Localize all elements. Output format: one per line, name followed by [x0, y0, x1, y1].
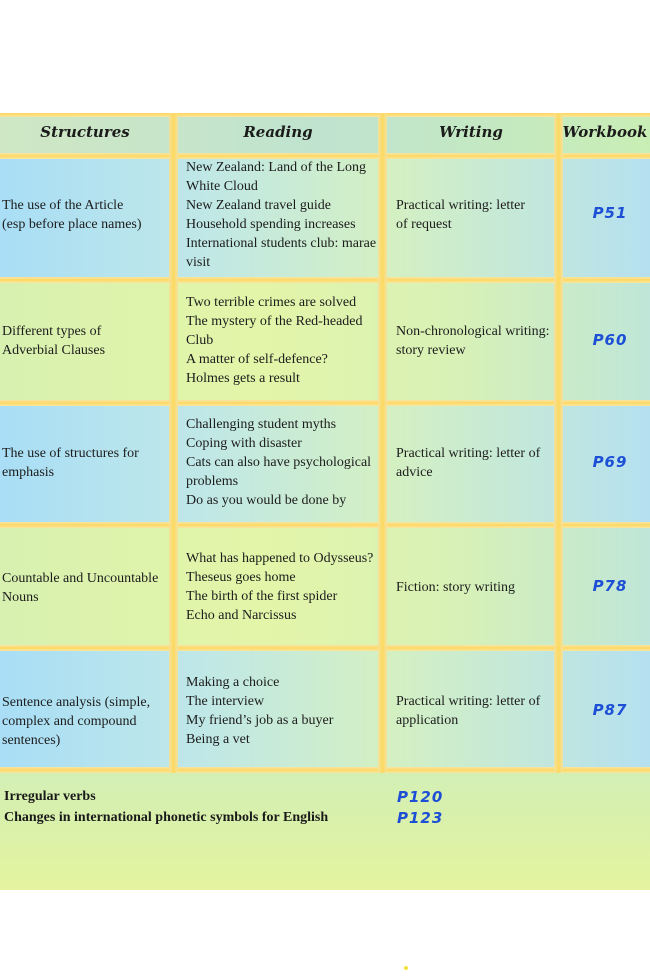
structure-line: Different types of [2, 324, 102, 339]
reading-line: Cats can also have psychological [186, 455, 372, 470]
reading-line: A matter of self-defence? [186, 352, 328, 367]
reading-line: Echo and Narcissus [186, 608, 297, 623]
header-workbook: Workbook [562, 123, 648, 141]
writing-cell [396, 578, 515, 597]
structure-cell [2, 196, 142, 234]
header-reading: Reading [243, 123, 313, 141]
structure-line: Countable and Uncountable [2, 571, 159, 586]
reading-line: Coping with disaster [186, 436, 302, 451]
writing-line: Practical writing: letter [396, 198, 526, 213]
reading-line: New Zealand travel guide [186, 198, 331, 213]
reading-line: Challenging student myths [186, 417, 337, 432]
reading-line: problems [186, 474, 239, 489]
row-separator [0, 645, 650, 651]
writing-line: Non-chronological writing: [396, 324, 550, 339]
reading-cell [186, 673, 333, 749]
reading-line: What has happened to Odysseus? [186, 551, 374, 566]
column-divider [169, 113, 178, 773]
reading-line: Do as you would be done by [186, 493, 347, 508]
reading-line: My friend’s job as a buyer [186, 713, 334, 728]
writing-line: Fiction: story writing [396, 580, 515, 595]
writing-cell [396, 196, 525, 234]
structure-line: emphasis [2, 465, 55, 480]
writing-line: story review [396, 343, 466, 358]
structure-line: Nouns [2, 590, 39, 605]
reading-line: Household spending increases [186, 217, 356, 232]
decorative-dot [404, 966, 408, 970]
structure-line: (esp before place names) [2, 217, 142, 232]
structure-cell [2, 322, 105, 360]
contents-table [0, 113, 650, 890]
writing-line: application [396, 713, 459, 728]
workbook-page: P51 [592, 204, 628, 222]
reading-line: New Zealand: Land of the Long [186, 160, 366, 175]
reading-cell [186, 549, 373, 625]
reading-line: The interview [186, 694, 265, 709]
reading-line: visit [186, 255, 211, 270]
reading-line: Being a vet [186, 732, 250, 747]
workbook-page: P78 [592, 577, 628, 595]
row-separator [0, 400, 650, 406]
reading-line: The birth of the first spider [186, 589, 338, 604]
reading-line: Two terrible crimes are solved [186, 295, 357, 310]
header-writing: Writing [439, 123, 503, 141]
structure-line: The use of the Article [2, 198, 124, 213]
structure-line: Sentence analysis (simple, [2, 695, 151, 710]
writing-line: Practical writing: letter of [396, 446, 541, 461]
structure-line: The use of structures for [2, 446, 139, 461]
reading-line: Making a choice [186, 675, 280, 690]
reading-line: Holmes gets a result [186, 371, 300, 386]
structure-line: complex and compound [2, 714, 137, 729]
structure-line: Adverbial Clauses [2, 343, 106, 358]
reading-line: The mystery of the Red-headed [186, 314, 363, 329]
structure-cell [2, 444, 139, 482]
writing-cell [396, 322, 550, 360]
writing-cell [396, 444, 540, 482]
appendix-phonetic-symbols: Changes in international phonetic symbols for English [4, 810, 329, 825]
reading-line: White Cloud [186, 179, 258, 194]
structure-line: sentences) [2, 733, 61, 748]
reading-line: Theseus goes home [186, 570, 296, 585]
row-separator [0, 767, 650, 773]
header-structures: Structures [40, 123, 130, 141]
workbook-page: P87 [592, 701, 628, 719]
appendix-page: P120 [397, 788, 444, 806]
reading-cell [186, 158, 376, 272]
workbook-page: P60 [592, 331, 628, 349]
appendix-irregular-verbs: Irregular verbs [4, 789, 96, 804]
writing-line: Practical writing: letter of [396, 694, 541, 709]
column-divider [378, 113, 387, 773]
structure-cell [2, 693, 150, 750]
workbook-page: P69 [592, 453, 628, 471]
reading-line: International students club: marae [186, 236, 377, 251]
reading-cell [186, 415, 371, 510]
reading-cell [186, 293, 363, 388]
writing-line: advice [396, 465, 433, 480]
appendix-page: P123 [397, 809, 444, 827]
writing-cell [396, 692, 540, 730]
row-separator [0, 277, 650, 283]
writing-line: of request [396, 217, 452, 232]
structure-cell [2, 569, 158, 607]
row-separator [0, 522, 650, 528]
row-separator [0, 113, 650, 117]
reading-line: Club [186, 333, 214, 348]
